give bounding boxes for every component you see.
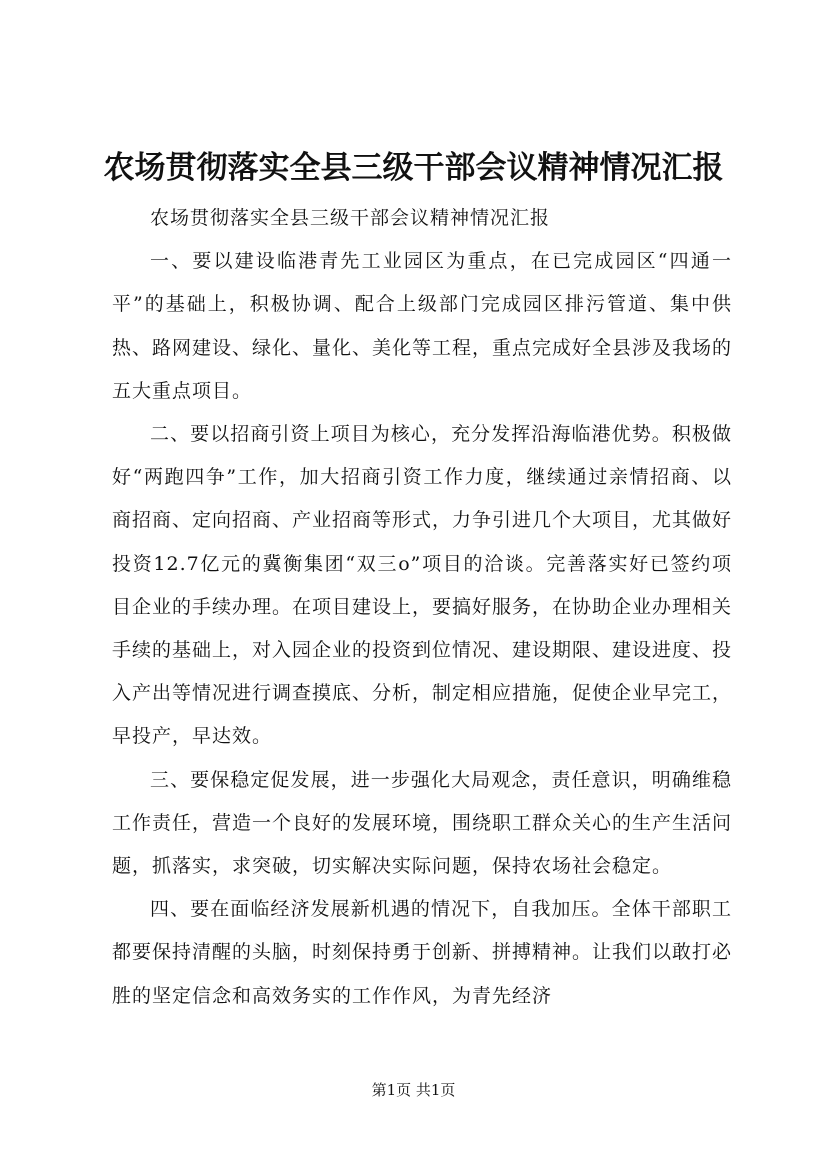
- page-number: 第1页 共1页: [371, 1081, 456, 1099]
- paragraph-subtitle: 农场贯彻落实全县三级干部会议精神情况汇报: [150, 207, 551, 229]
- paragraph-1: 一、要以建设临港青先工业园区为重点，在已完成园区“四通一平”的基础上，积极协调、配合上级部门完成园区排污管道、集中供热、路网建设、绿化、量化、美化等工程，重点完成好全县涉及我场的五大重点项目。: [112, 250, 733, 402]
- paragraph-2: 二、要以招商引资上项目为核心，充分发挥沿海临港优势。积极做好“两跑四争”工作，加大招商引资工作力度，继续通过亲情招商、以商招商、定向招商、产业招商等形式，力争引进几个大项目，尤其做好投资12.7亿元的冀衡集团“双三o”项目的洽谈。完善落实好已签约项目企业的手续办理。在项目建设上，要搞好服务，在协助企业办理相关手续的基础上，对入园企业的投资到位情况、建设期限、建设进度、投入产出等情况进行调查摸底、分析，制定相应措施，促使企业早完工，早投产，早达效。: [112, 423, 733, 748]
- paragraph-3: 三、要保稳定促发展，进一步强化大局观念，责任意识，明确维稳工作责任，营造一个良好的发展环境，围绕职工群众关心的生产生活问题，抓落实，求突破，切实解决实际问题，保持农场社会稳定。: [112, 768, 733, 878]
- document-title: 农场贯彻落实全县三级干部会议精神情况汇报: [103, 150, 724, 186]
- paragraph-4: 四、要在面临经济发展新机遇的情况下，自我加压。全体干部职工都要保持清醒的头脑，时刻保持勇于创新、拼搏精神。让我们以敢打必胜的坚定信念和高效务实的工作作风，为青先经济: [112, 898, 733, 1007]
- document-body: [112, 197, 732, 1018]
